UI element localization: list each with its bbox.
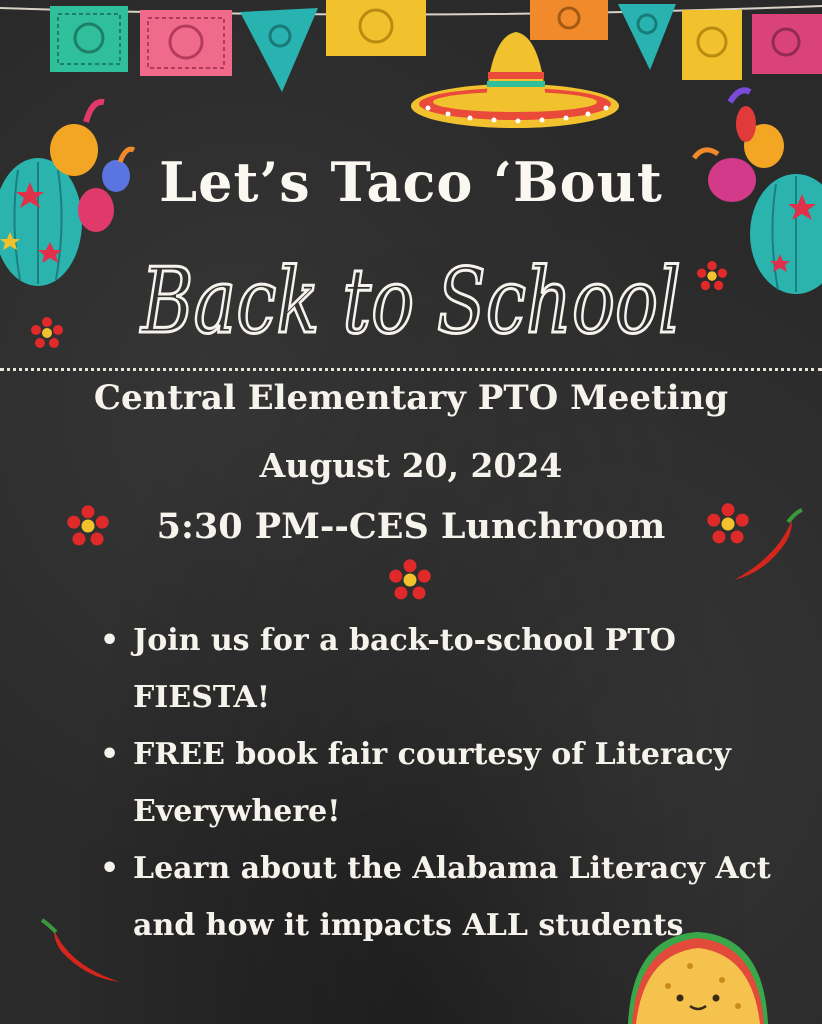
list-item: • Learn about the Alabama Literacy Act and how it impacts ALL students bbox=[100, 840, 780, 954]
event-name: Central Elementary PTO Meeting bbox=[93, 378, 729, 418]
dotted-divider bbox=[0, 368, 822, 371]
banner-flag-green bbox=[50, 6, 128, 72]
script-title-text: Back to School bbox=[139, 249, 682, 354]
event-time-place: 5:30 PM--CES Lunchroom bbox=[156, 506, 666, 547]
banner-flag-teal-triangle bbox=[240, 8, 318, 92]
banner-flag-magenta bbox=[752, 14, 822, 74]
list-item: • FREE book fair courtesy of Literacy Everywhere! bbox=[100, 726, 780, 840]
sombrero-icon bbox=[408, 28, 622, 138]
list-item: • Join us for a back-to-school PTO FIESTA! bbox=[100, 612, 780, 726]
script-title bbox=[130, 240, 692, 366]
flower-icon bbox=[30, 316, 64, 350]
event-details-list bbox=[100, 612, 780, 954]
banner-flag-yellow-2 bbox=[682, 10, 742, 80]
flower-icon bbox=[388, 558, 432, 602]
banner-flag-pink bbox=[140, 10, 232, 76]
event-date: August 20, 2024 bbox=[259, 446, 563, 485]
banner-flag-teal-skull bbox=[618, 4, 676, 70]
flower-icon bbox=[696, 260, 728, 292]
flyer-heading: Let’s Taco ‘Bout bbox=[159, 150, 663, 214]
